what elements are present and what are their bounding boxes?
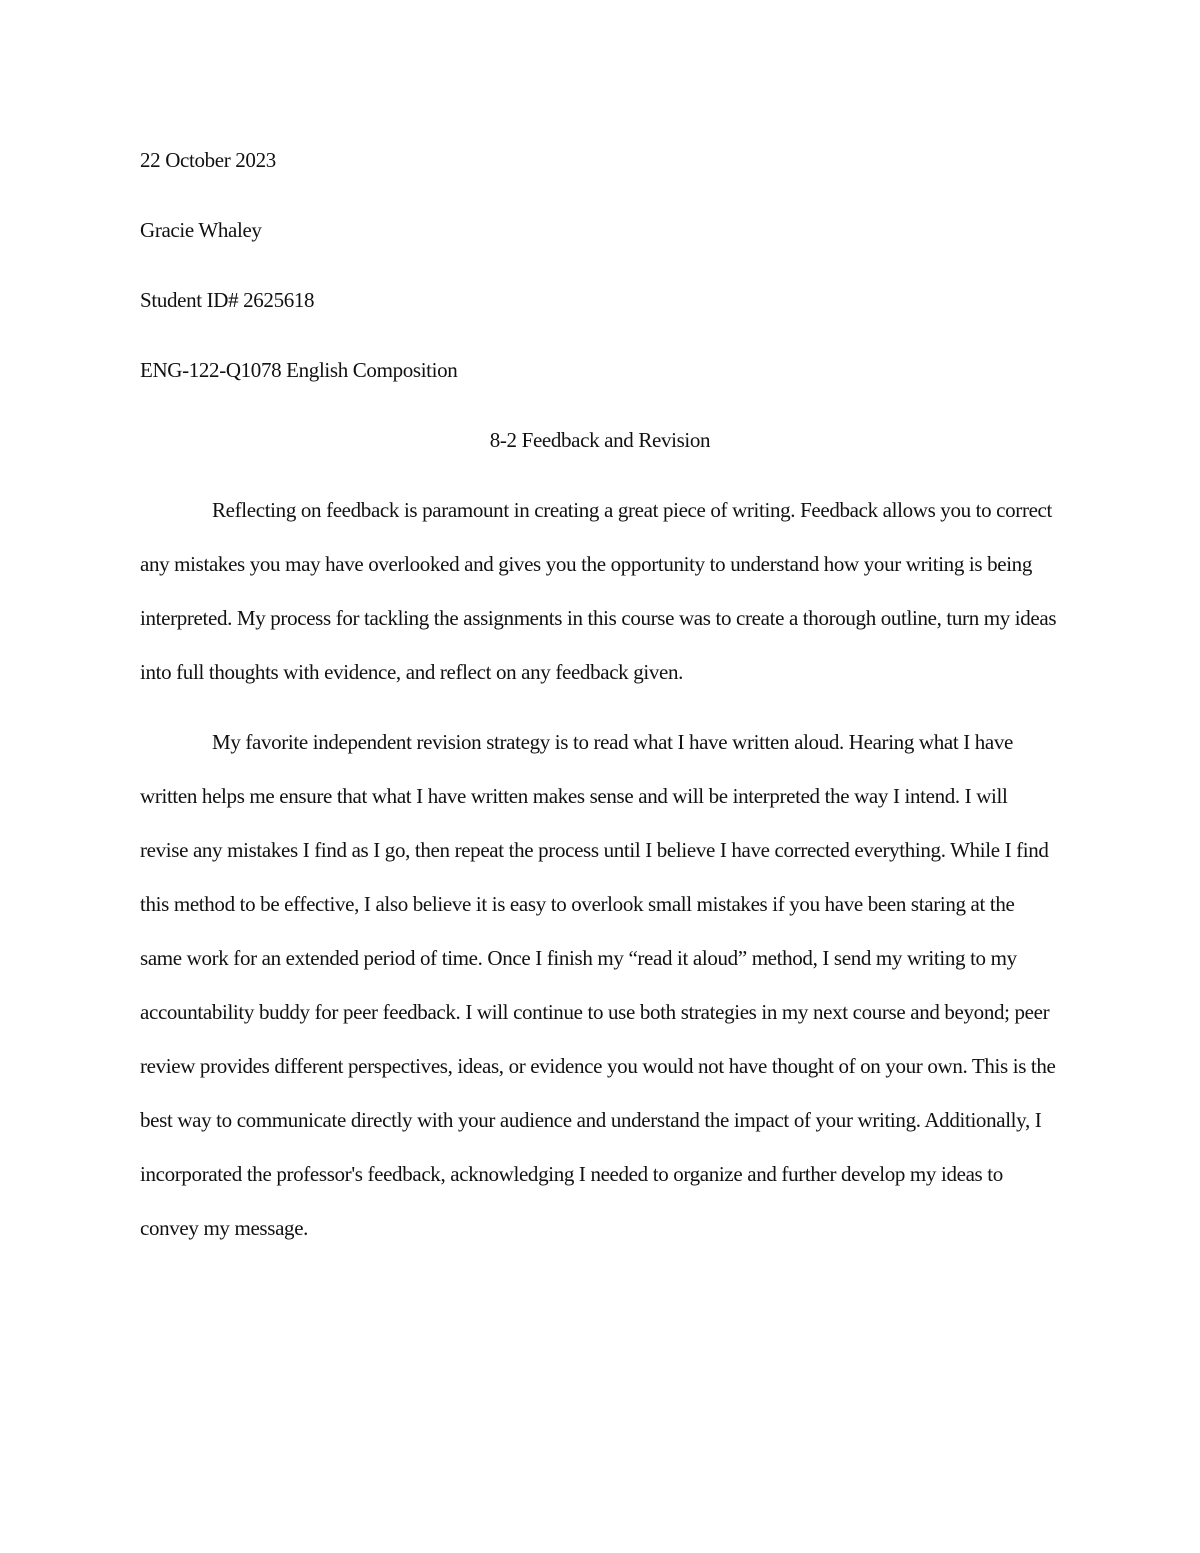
document-content: [140, 133, 1060, 1271]
essay-title: 8-2 Feedback and Revision: [489, 428, 711, 452]
body-paragraph-2: My favorite independent revision strategy is to read what I have written aloud. Hearing what I have written helps me ensure that what I have written makes sense and will be interpreted the way I intend. I will revise any mistakes I find as I go, then repeat the process until I believe I have corrected everything. While I find this method to be effective, I also believe it is easy to overlook small mistakes if you have been staring at the same work for an extended period of time. Once I finish my “read it aloud” method, I send my writing to my accountability buddy for peer feedback. I will continue to use both strategies in my next course and beyond; peer review provides different perspectives, ideas, or evidence you would not have thought of on your own. This is the best way to communicate directly with your audience and understand the impact of your writing. Additionally, I incorporated the professor's feedback, acknowledging I needed to organize and further develop my ideas to convey my message.: [140, 730, 1056, 1240]
student-id: Student ID# 2625618: [140, 288, 315, 312]
document-date: 22 October 2023: [140, 148, 276, 172]
body-paragraph-1: Reflecting on feedback is paramount in creating a great piece of writing. Feedback allows you to correct any mistakes you may have overlooked and gives you the opportunity to understand how your writing is being interpreted. My process for tackling the assignments in this course was to create a thorough outline, turn my ideas into full thoughts with evidence, and reflect on any feedback given.: [140, 498, 1057, 684]
course-name: ENG-122-Q1078 English Composition: [140, 358, 458, 382]
author-name: Gracie Whaley: [140, 218, 262, 242]
